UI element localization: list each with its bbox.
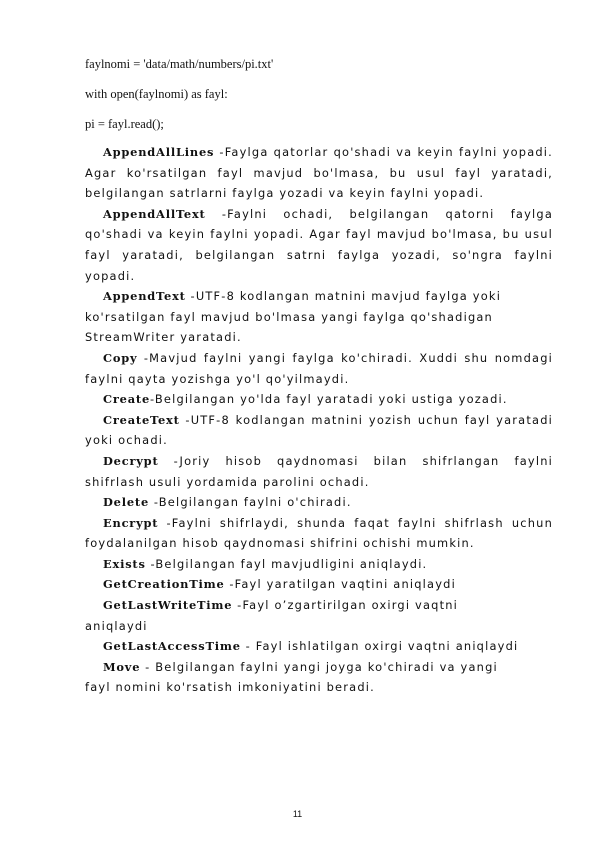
method-description: -UTF-8 kodlangan matnini mavjud faylga yoki ko'rsatilgan fayl mavjud bo'lmasa yangi faylga qo'shadigan StreamWriter yaratadi. [85, 289, 502, 345]
method-description: -Belgilangan faylni o'chiradi. [149, 495, 352, 510]
list-item [85, 513, 553, 554]
list-item [85, 389, 553, 410]
method-description: -Mavjud faylni yangi faylga ko'chiradi. Xuddi shu nomdagi faylni qayta yozishga yo'l qo'yilmaydi. [85, 350, 553, 386]
method-name: GetCreationTime [103, 577, 225, 592]
list-item [85, 142, 553, 204]
method-name: Decrypt [103, 453, 159, 468]
list-item [85, 574, 553, 595]
method-name: Exists [103, 556, 146, 571]
code-line-3: pi = fayl.read(); [85, 117, 164, 131]
list-item [85, 410, 553, 451]
method-description: -Faylni ochadi, belgilangan qatorni faylga qo'shadi va keyin faylni yopadi. Agar fayl mavjud bo'lmasa, bu usul fayl yaratadi, belgilangan satrni faylga yozadi, so'ngra faylni yopadi. [85, 206, 553, 283]
list-item [85, 595, 505, 636]
list-item [85, 286, 530, 348]
method-description: -Faylga qatorlar qo'shadi va keyin faylni yopadi. Agar ko'rsatilgan fayl mavjud bo'lmasa, bu usul fayl yaratadi, belgilangan satrlarni faylga yozadi va keyin faylni yopadi. [85, 145, 553, 201]
method-name: AppendAllText [103, 206, 206, 221]
method-description: - Fayl ishlatilgan oxirgi vaqtni aniqlaydi [240, 639, 519, 654]
code-line-2: with open(faylnomi) as fayl: [85, 87, 228, 101]
list-item [85, 348, 553, 389]
list-item [85, 636, 553, 657]
method-description: -Faylni shifrlaydi, shunda faqat faylni shifrlash uchun foydalanilgan hisob qaydnomasi shifrini ochishi mumkin. [85, 515, 553, 551]
page-number: 11 [292, 809, 303, 819]
list-item [85, 204, 553, 286]
method-description: -Joriy hisob qaydnomasi bilan shifrlangan faylni shifrlash usuli yordamida parolini ochadi. [85, 453, 553, 489]
method-description: -UTF-8 kodlangan matnini yozish uchun fayl yaratadi yoki ochadi. [85, 412, 553, 448]
method-name: Delete [103, 495, 150, 510]
list-item [85, 554, 553, 575]
code-line-1: faylnomi = 'data/math/numbers/pi.txt' [85, 57, 274, 71]
method-name: AppendText [103, 289, 186, 304]
method-name: Create [103, 392, 151, 407]
list-item [85, 492, 553, 513]
method-name: Move [103, 659, 141, 674]
method-name: CreateText [103, 412, 180, 427]
method-name: Encrypt [103, 515, 159, 530]
method-description: -Fayl yaratilgan vaqtini aniqlaydi [224, 577, 456, 592]
method-description: -Belgilangan fayl mavjudligini aniqlaydi. [145, 556, 428, 571]
list-item [85, 451, 553, 492]
method-description: -Fayl o’zgartirilgan oxirgi vaqtni aniqlaydi [85, 598, 459, 633]
list-item [85, 657, 525, 698]
method-name: GetLastAccessTime [103, 639, 241, 654]
method-name: GetLastWriteTime [103, 598, 233, 613]
method-description: - Belgilangan faylni yangi joyga ko'chiradi va yangi fayl nomini ko'rsatish imkoniyatini beradi. [85, 659, 498, 695]
method-list [85, 142, 553, 698]
method-name: Copy [103, 350, 138, 365]
method-name: AppendAllLines [103, 145, 215, 159]
method-description: -Belgilangan yo'lda fayl yaratadi yoki ustiga yozadi. [150, 392, 508, 407]
